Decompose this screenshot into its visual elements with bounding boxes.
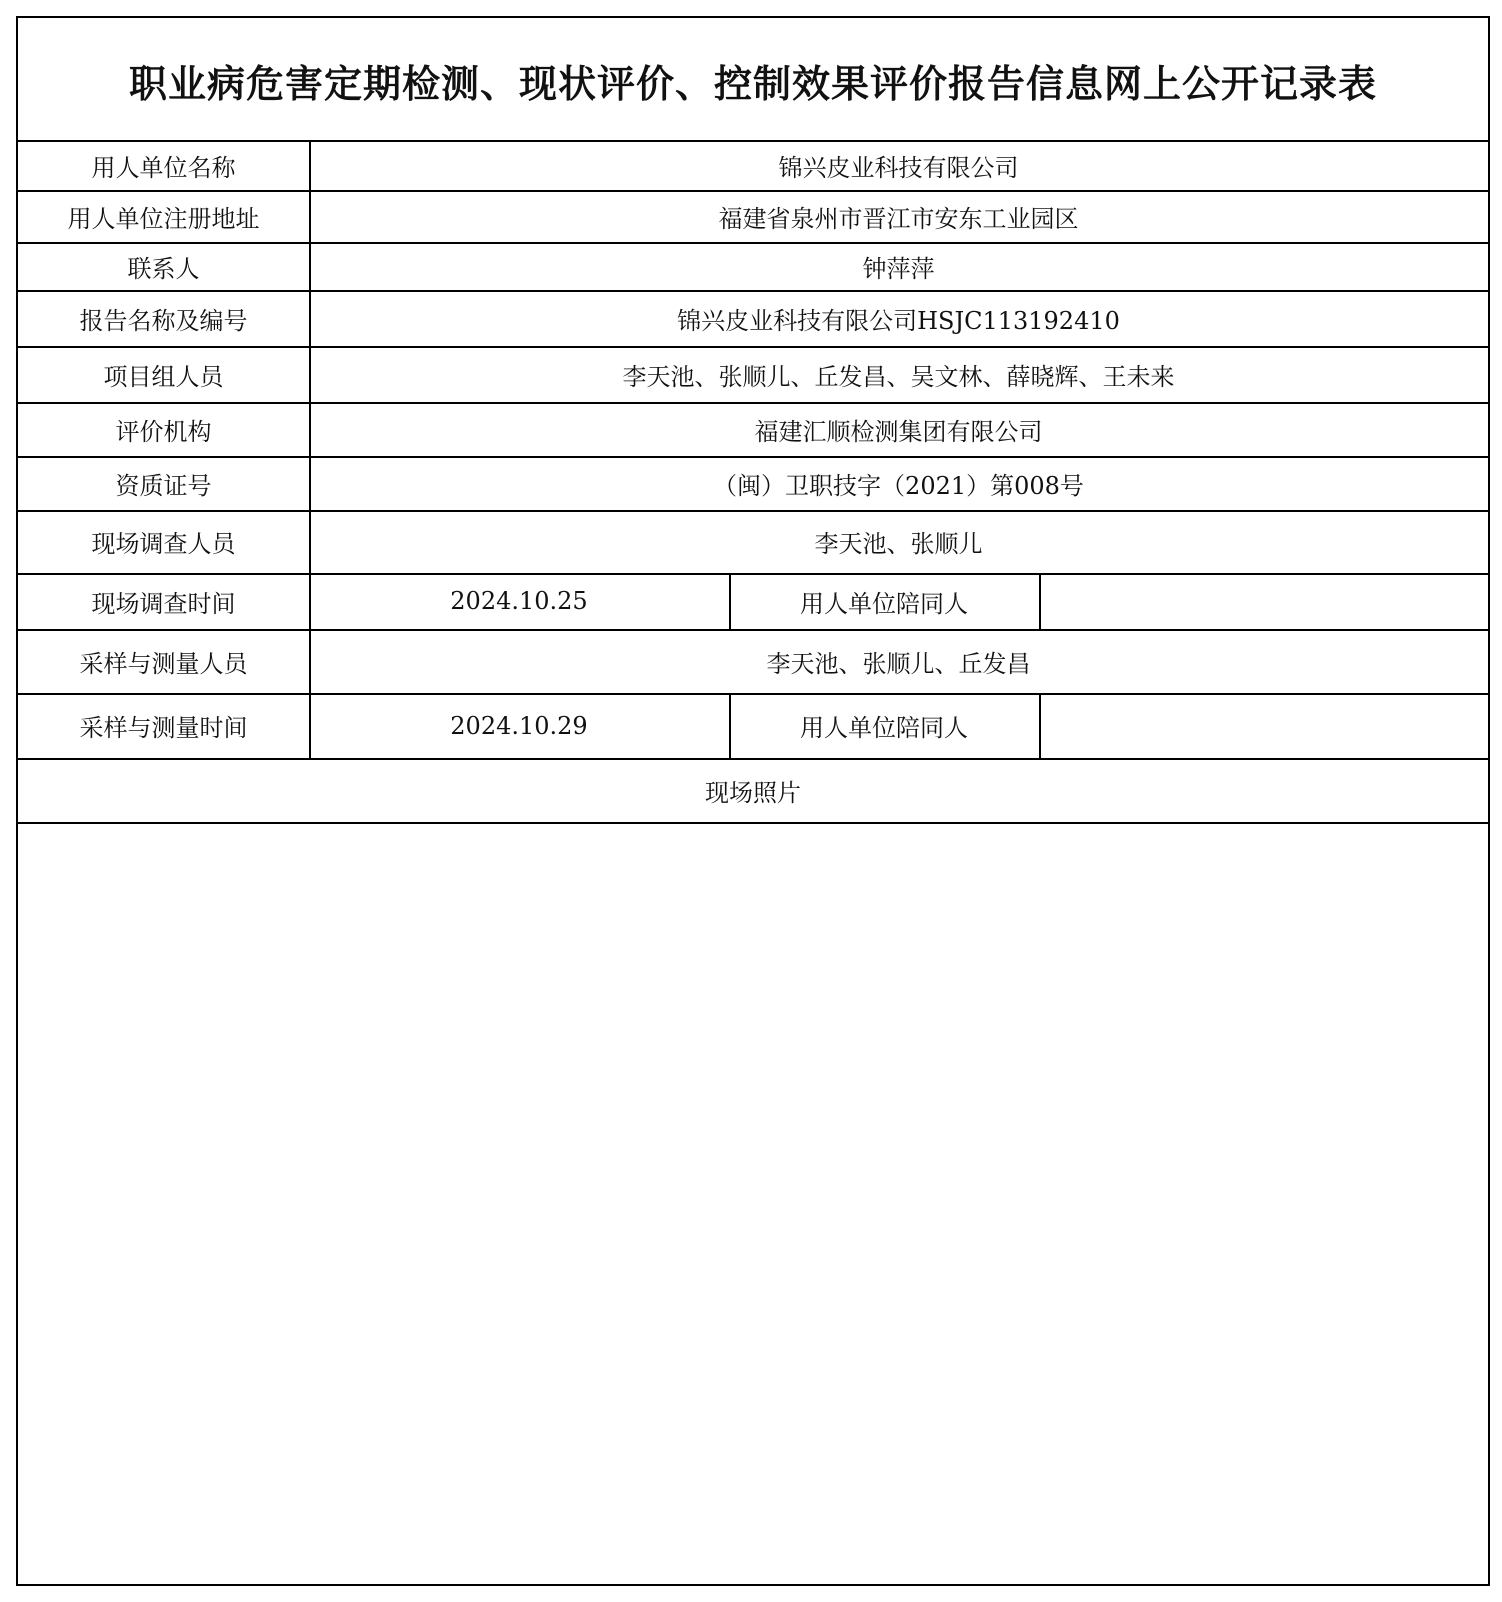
- row-value: 锦兴皮业科技有限公司HSJC113192410: [677, 306, 1120, 335]
- row-label: 用人单位注册地址: [67, 204, 260, 233]
- accompanying-person-value: [1039, 573, 1488, 629]
- row-value: 福建省泉州市晋江市安东工业园区: [718, 204, 1079, 233]
- site-photos-area: [18, 824, 1488, 1584]
- row-label: 采样与测量人员: [79, 649, 248, 678]
- row-label: 资质证号: [115, 471, 212, 500]
- site-photos-heading: 现场照片: [705, 778, 801, 807]
- row-label: 现场调查时间: [91, 589, 236, 618]
- row-label: 用人单位名称: [91, 153, 236, 182]
- row-label: 采样与测量时间: [79, 714, 248, 742]
- row-value: 2024.10.29: [450, 711, 588, 740]
- row-value: 李天池、张顺儿、丘发昌: [766, 649, 1031, 678]
- row-value: 李天池、张顺儿: [814, 530, 983, 558]
- row-value: 钟萍萍: [862, 254, 935, 283]
- accompanying-person-label: 用人单位陪同人: [800, 589, 968, 618]
- record-table: [16, 16, 1490, 1586]
- page-title: 职业病危害定期检测、现状评价、控制效果评价报告信息网上公开记录表: [128, 60, 1377, 106]
- row-label: 联系人: [127, 254, 200, 283]
- row-label: 项目组人员: [103, 362, 224, 391]
- row-value: 李天池、张顺儿、丘发昌、吴文林、薛晓辉、王未来: [622, 362, 1175, 391]
- row-label: 现场调查人员: [91, 530, 236, 558]
- row-label: 报告名称及编号: [79, 306, 248, 335]
- row-label: 评价机构: [115, 417, 212, 446]
- accompanying-person-label: 用人单位陪同人: [800, 714, 968, 742]
- accompanying-person-value: [1039, 693, 1488, 758]
- row-value: （闽）卫职技字（2021）第008号: [713, 471, 1084, 500]
- row-value: 2024.10.25: [450, 587, 588, 615]
- row-value: 锦兴皮业科技有限公司: [778, 153, 1019, 182]
- row-value: 福建汇顺检测集团有限公司: [754, 417, 1043, 446]
